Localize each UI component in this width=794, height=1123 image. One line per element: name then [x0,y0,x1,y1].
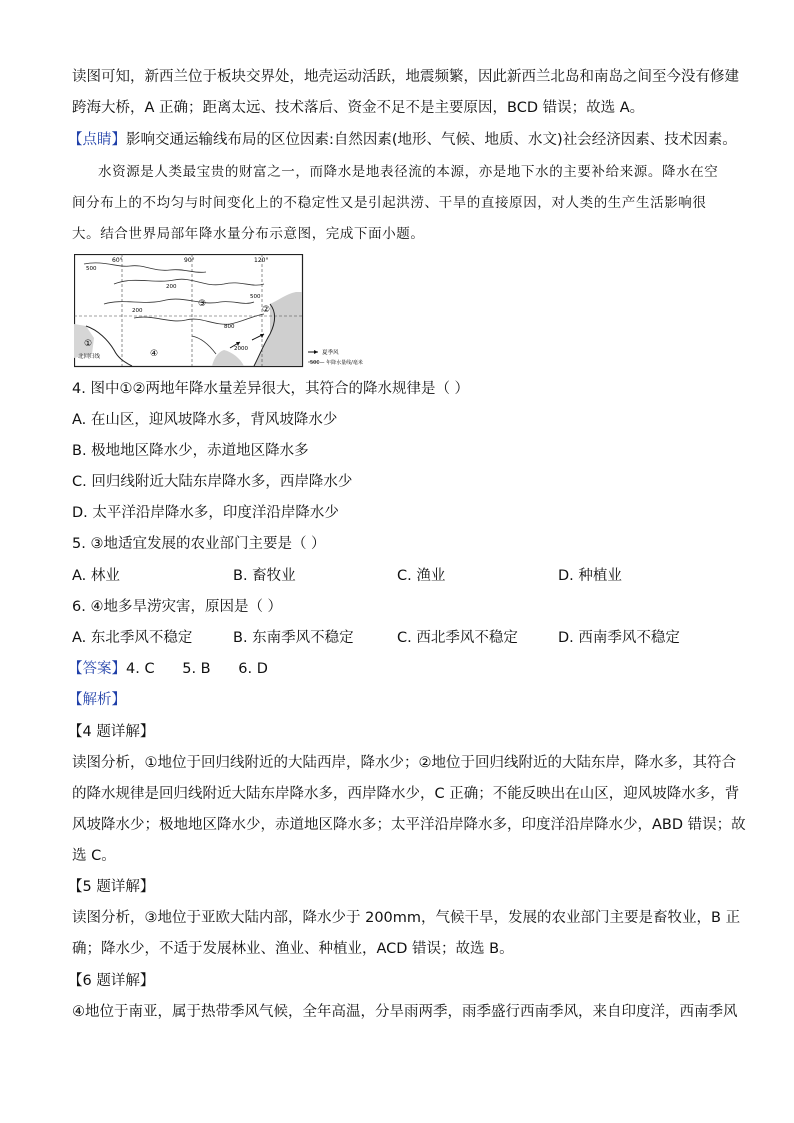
region-marker-4: ④ [150,349,159,359]
detail-5-heading: 【5 题详解】 [68,879,155,895]
detail-4-line-4: 选 C。 [72,848,116,864]
intro-line-1: 读图可知，新西兰位于板块交界处，地壳运动活跃，地震频繁，因此新西兰北岛和南岛之间至今没有修建 [72,69,739,85]
detail-5-line-2: 确；降水少，不适于发展林业、渔业、种植业，ACD 错误；故选 B。 [72,941,514,957]
question-6-stem: 6. ④地多旱涝灾害，原因是（ ） [72,599,283,615]
legend-isoline-label: 500— 年降水量线/毫米 [310,360,363,366]
passage-line-3: 大。结合世界局部年降水量分布示意图，完成下面小题。 [72,226,425,242]
question-5-stem: 5. ③地适宜发展的农业部门主要是（ ） [72,536,326,552]
question-5-option-a: A. 林业 [72,568,120,584]
question-4-option-b: B. 极地地区降水少，赤道地区降水多 [72,443,309,459]
point-label: 【点睛】 [68,132,126,148]
question-6-option-b: B. 东南季风不稳定 [233,630,354,646]
question-6-option-a: A. 东北季风不稳定 [72,630,193,646]
detail-6-heading: 【6 题详解】 [68,973,155,989]
question-4-option-d: D. 太平洋沿岸降水多，印度洋沿岸降水少 [72,505,339,521]
detail-4-line-2: 的降水规律是回归线附近大陆东岸降水多，西岸降水少，C 正确；不能反映出在山区，迎风坡降水多，背 [72,786,740,802]
legend-wind-label: 夏季风 [322,350,339,356]
passage-line-1: 水资源是人类最宝贵的财富之一，而降水是地表径流的本源，亦是地下水的主要补给来源。降水在空 [98,164,719,180]
detail-4-heading: 【4 题详解】 [68,724,155,740]
detail-6-line-1: ④地位于南亚，属于热带季风气候，全年高温，分旱雨两季，雨季盛行西南季风，来自印度洋，西南季风 [72,1004,738,1020]
question-6-option-c: C. 西北季风不稳定 [397,630,518,646]
detail-4-line-1: 读图分析，①地位于回归线附近的大陆西岸，降水少；②地位于回归线附近的大陆东岸，降水多，其符合 [72,755,736,771]
point-text: 影响交通运输线布局的区位因素:自然因素(地形、气候、地质、水文)社会经济因素、技术因素。 [126,132,737,148]
analysis-label: 【解析】 [68,692,126,708]
lon-label-60: 60° [112,257,123,264]
answer-line [68,659,268,679]
isoline-label: 200 [132,308,143,314]
region-marker-2: ② [262,305,271,315]
isoline-label: 500 [250,294,261,300]
question-4-stem: 4. 图中①②两地年降水量差异很大，其符合的降水规律是（ ） [72,381,470,397]
lon-label-90: 90° [184,257,195,264]
intro-line-2: 跨海大桥，A 正确；距离太远、技术落后、资金不足不是主要原因，BCD 错误；故选 A。 [72,100,645,116]
answer-text: 4. C 5. B 6. D [126,661,268,677]
region-marker-1: ① [84,339,93,349]
isoline-label: 500 [86,266,97,272]
point-paragraph [68,130,737,150]
question-4-option-c: C. 回归线附近大陆东岸降水多，西岸降水少 [72,474,353,490]
question-5-option-c: C. 渔业 [397,568,446,584]
passage-line-2: 间分布上的不均匀与时间变化上的不稳定性又是引起洪涝、干旱的直接原因，对人类的生产生活影响很 [72,195,707,211]
precipitation-map [74,254,392,368]
question-5-option-b: B. 畜牧业 [233,568,296,584]
isoline-label: 2000 [234,346,248,352]
detail-4-line-3: 风坡降水少；极地地区降水少，赤道地区降水多；太平洋沿岸降水多，印度洋沿岸降水少，ABD 错误；故 [72,817,746,833]
question-5-option-d: D. 种植业 [558,568,622,584]
detail-5-line-1: 读图分析，③地位于亚欧大陆内部，降水少于 200mm，气候干旱，发展的农业部门主要是畜牧业，B 正 [72,910,741,926]
question-6-option-d: D. 西南季风不稳定 [558,630,680,646]
tropic-label: 北回归线 [78,354,101,360]
region-marker-3: ③ [198,299,207,309]
answer-label: 【答案】 [68,661,126,677]
question-4-option-a: A. 在山区，迎风坡降水多，背风坡降水少 [72,412,338,428]
lon-label-120: 120° [254,257,269,264]
isoline-label: 200 [166,284,177,290]
isoline-label: 800 [224,324,235,330]
